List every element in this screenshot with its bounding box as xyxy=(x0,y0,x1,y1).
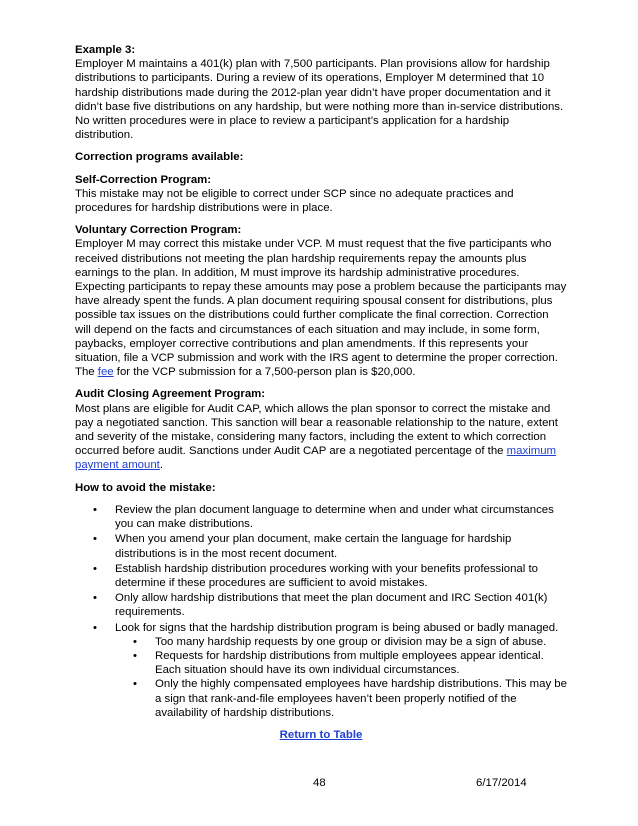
sub-list-item: • Only the highly compensated employees have hardship distributions. This may be a sign that rank-and-file employees haven’t been properly notified of the availability of hardship distributions. xyxy=(115,677,567,720)
list-item-text: Look for signs that the hardship distribution program is being abused or badly managed. xyxy=(115,621,559,634)
audit-section xyxy=(75,387,567,472)
correction-heading: Correction programs available: xyxy=(75,151,244,164)
avoid-title: How to avoid the mistake: xyxy=(75,481,216,494)
document-page xyxy=(75,43,567,742)
vcp-paragraph xyxy=(75,237,567,379)
sub-list-item: • Requests for hardship distributions from multiple employees appear identical. Each situation should have its own individual circumstances. xyxy=(115,649,567,677)
scp-text: This mistake may not be eligible to correct under SCP since no adequate practices and procedures for hardship distributions were in place. xyxy=(75,187,514,215)
return-to-table-link[interactable]: Return to Table xyxy=(279,728,363,741)
maximum-payment-amount-link[interactable]: maximum payment amount xyxy=(75,445,557,472)
list-item: • Review the plan document language to determine when and under what circumstances you can make distributions. xyxy=(75,503,567,531)
vcp-section xyxy=(75,223,567,379)
example-section xyxy=(75,43,567,142)
page-number: 48 xyxy=(313,777,326,789)
sub-list-item: • Too many hardship requests by one group or division may be a sign of abuse. xyxy=(115,635,567,649)
avoid-section xyxy=(75,481,567,720)
audit-text-before: Most plans are eligible for Audit CAP, which allows the plan sponsor to correct the mistake and pay a negotiated sanction. This sanction will bear a reasonable relationship to the nature, extent and severity of the mistake, considering many factors, including the extent to which correction occurred before audit. Sanctions under Audit CAP are a negotiated percentage of the xyxy=(75,402,558,458)
example-title: Example 3: xyxy=(75,44,136,56)
vcp-title: Voluntary Correction Program: xyxy=(75,224,242,237)
vcp-text-before: Employer M may correct this mistake under VCP. M must request that the five participants who received distributions not meeting the plan hardship requirements repay the amounts plus earnings to the plan. In addition, M must improve its hardship administrative procedures. Expecting participants to repay these amounts may pose a problem because the participants may have already spent the funds. A plan document requiring spousal consent for distributions, plus possible tax issues on the distributions could further complicate the final correction. Correction will depend on the facts and circumstances of each situation and may include, in some form, paybacks, employer corrective contributions and plan amendments. If this represents your situation, file a VCP submission and work with the IRS agent to determine the proper correction. The xyxy=(75,238,567,379)
scp-section xyxy=(75,173,567,216)
fee-link[interactable]: fee xyxy=(97,366,114,379)
audit-title: Audit Closing Agreement Program: xyxy=(75,388,266,401)
audit-text-after: . xyxy=(159,459,164,472)
list-item: • When you amend your plan document, make certain the language for hardship distributions is in the most recent document. xyxy=(75,532,567,560)
list-item: • Only allow hardship distributions that meet the plan document and IRC Section 401(k) requirements. xyxy=(75,591,567,619)
vcp-text-after: for the VCP submission for a 7,500-person plan is $20,000. xyxy=(113,366,416,379)
avoid-list xyxy=(75,503,567,720)
list-item-with-subitems xyxy=(75,621,567,720)
list-item: • Establish hardship distribution procedures working with your benefits professional to determine if these procedures are sufficient to avoid mistakes. xyxy=(75,562,567,590)
footer-date: 6/17/2014 xyxy=(476,777,527,789)
return-section xyxy=(75,728,567,742)
scp-title: Self-Correction Program: xyxy=(75,173,212,186)
example-text: Employer M maintains a 401(k) plan with 7,500 participants. Plan provisions allow for hardship distributions to participants. During a review of its operations, Employer M determined that 10 hardship distributions made during the 2012-plan year didn’t have proper documentation and it didn’t base five distributions on any hardship, but were nothing more than in-service distributions. No written procedures were in place to review a participant’s application for a hardship distribution. xyxy=(75,58,564,142)
audit-paragraph xyxy=(75,402,567,473)
correction-heading-section xyxy=(75,150,567,164)
sub-list xyxy=(115,635,567,720)
